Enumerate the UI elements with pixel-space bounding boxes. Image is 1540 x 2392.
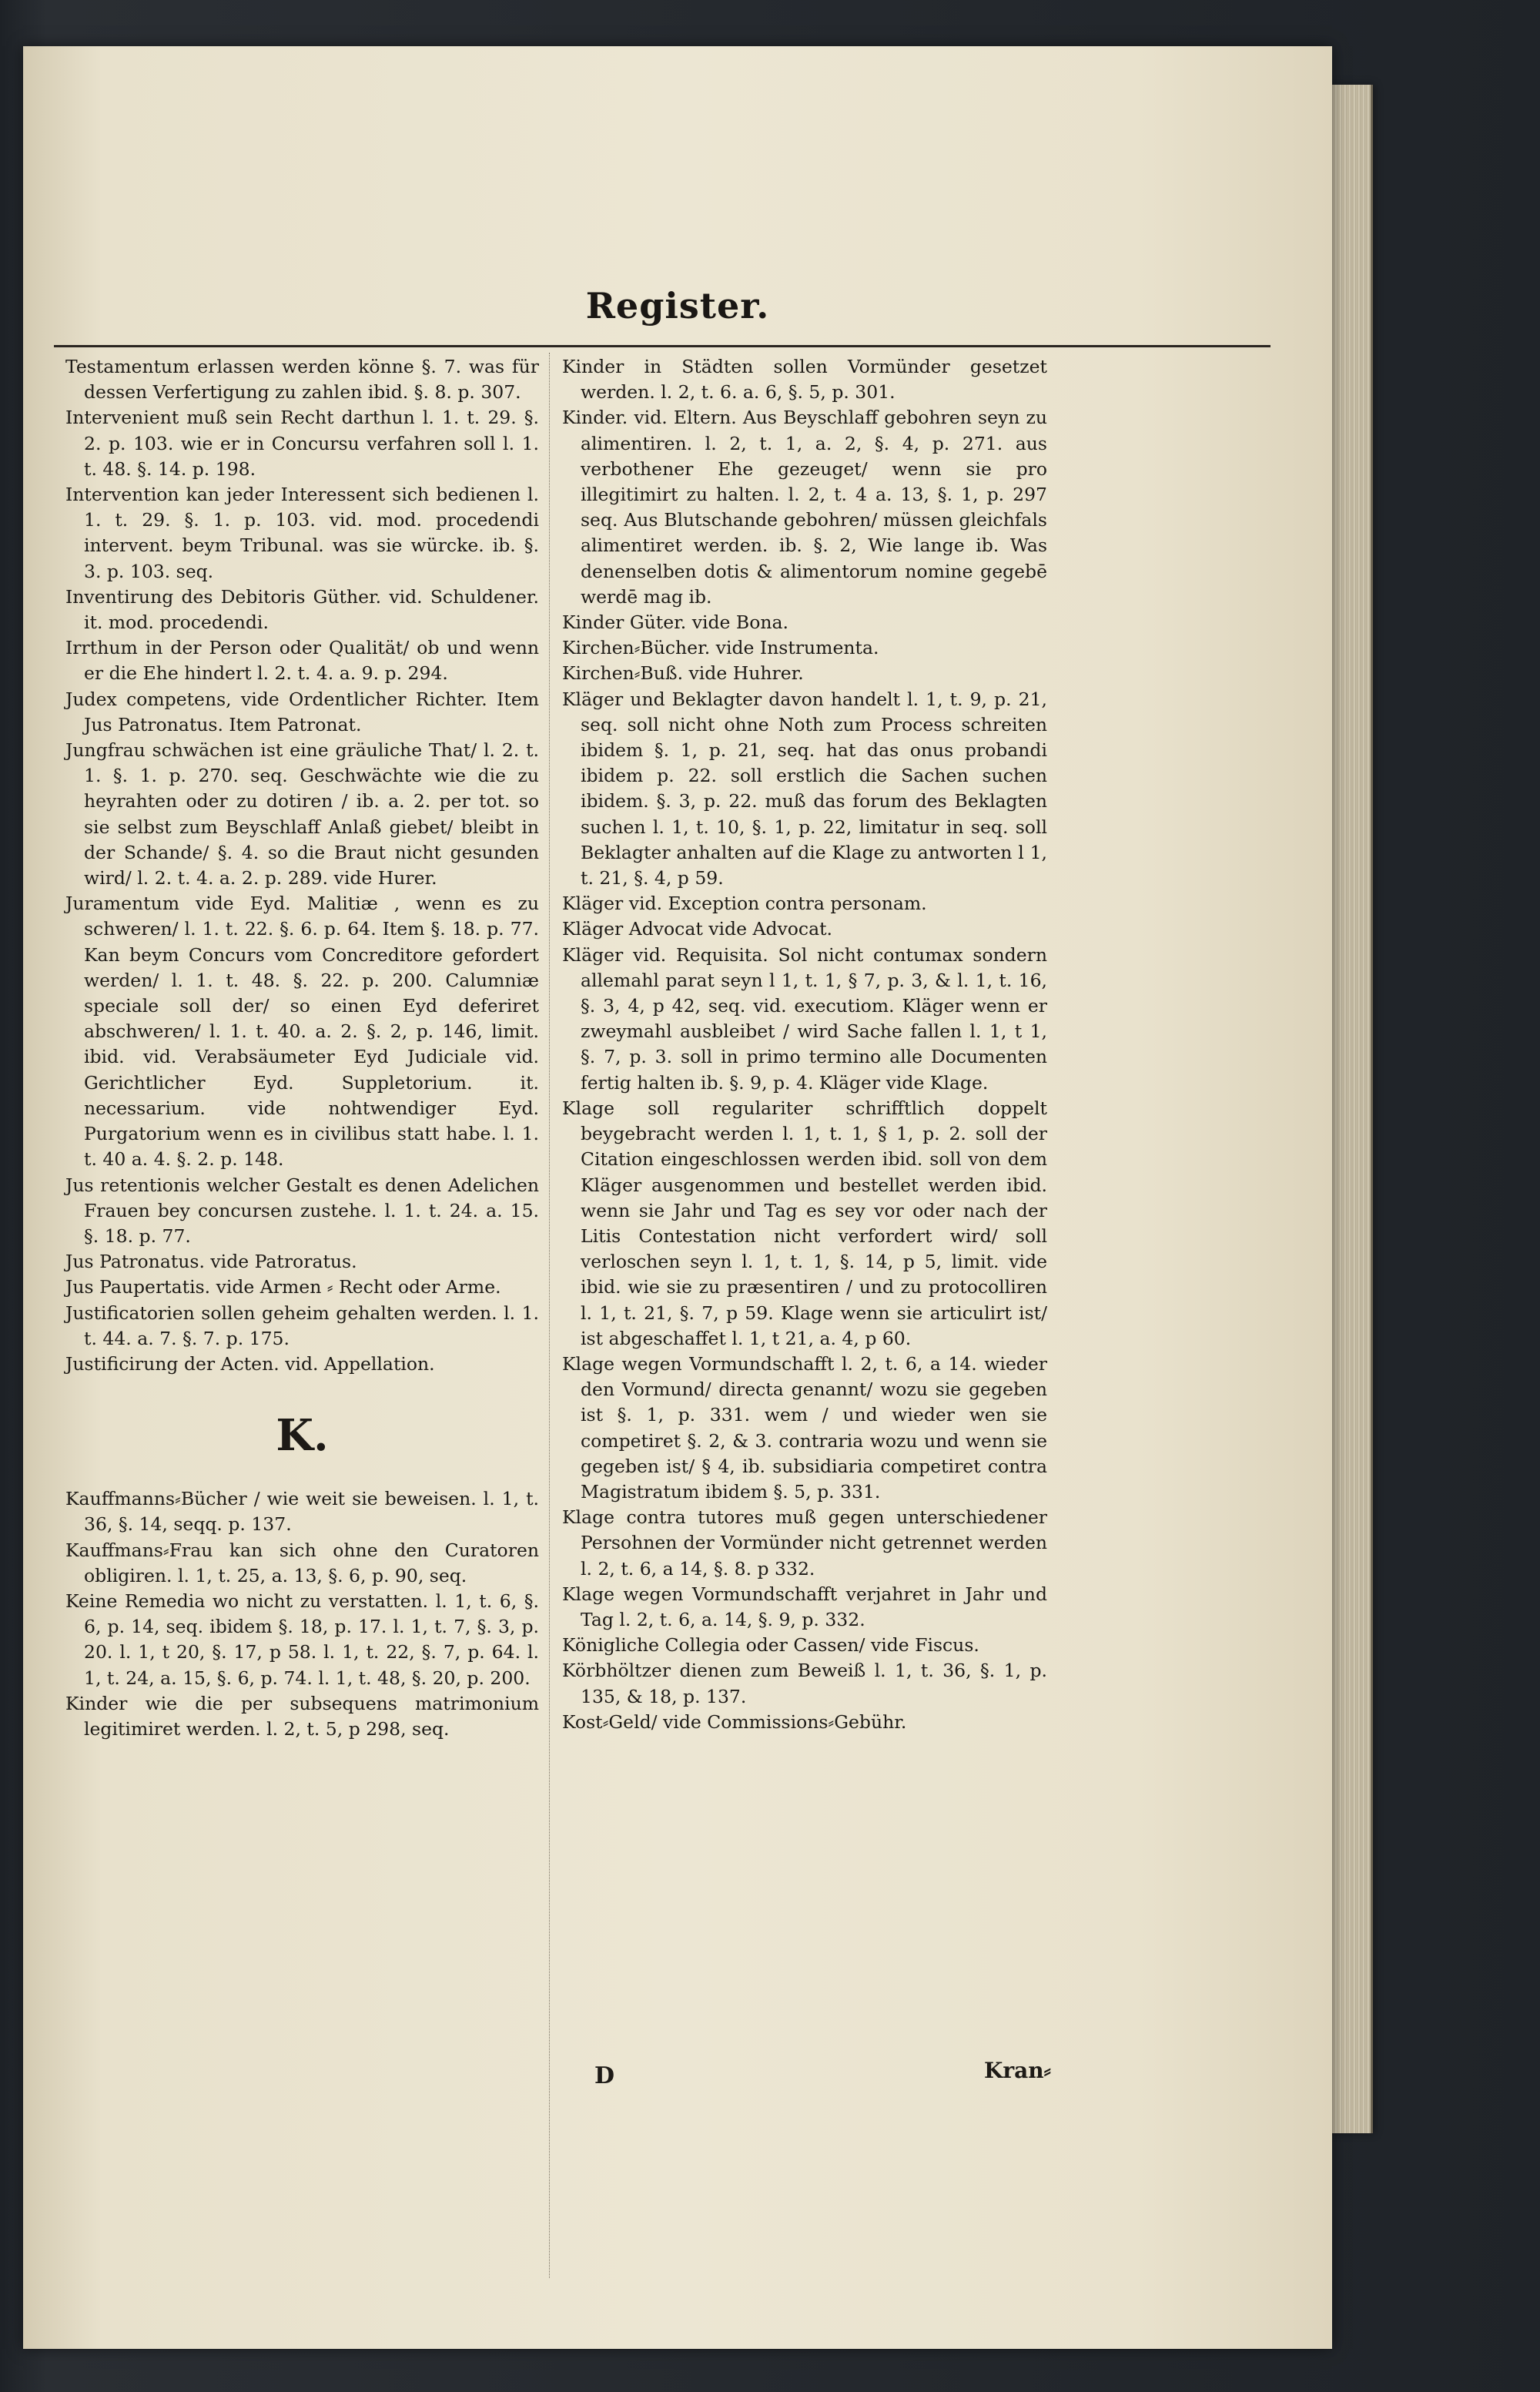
- left-column: [65, 354, 539, 1742]
- section-letter: K.: [276, 1410, 329, 1462]
- index-entry: Kauffmanns⸗Bücher / wie weit sie beweisen. l. 1, t. 36, §. 14, seqq. p. 137.: [65, 1488, 539, 1536]
- signature-mark: D: [594, 2062, 615, 2089]
- index-entry: Kläger vid. Exception contra personam.: [562, 893, 927, 915]
- index-entry: Königliche Collegia oder Cassen/ vide Fiscus.: [562, 1634, 979, 1657]
- index-entry: Juramentum vide Eyd. Malitiæ , wenn es zu schweren/ l. 1. t. 22. §. 6. p. 64. Item §. 18. p. 77. Kan beym Concurs vom Concreditore gefordert werden/ l. 1. t. 48. §. 22. p. 200. Calumniæ speciale soll der/ so einen Eyd deferiret abschweren/ l. 1. t. 40. a. 2. §. 2, p. 146, limit. ibid. vid. Verabsäumeter Eyd Judiciale vid. Gerichtlicher Eyd. Suppletorium. it. necessarium. vide nohtwendiger Eyd. Purgatorium wenn es in civilibus statt habe. l. 1. t. 40 a. 4. §. 2. p. 148.: [65, 893, 539, 1171]
- index-entry: Klage wegen Vormundschafft verjahret in Jahr und Tag l. 2, t. 6, a. 14, §. 9, p. 332.: [562, 1583, 1047, 1630]
- index-entry: Jus Paupertatis. vide Armen ⸗ Recht oder Arme.: [65, 1276, 501, 1298]
- index-entry: Jus retentionis welcher Gestalt es denen Adelichen Frauen bey concursen zustehe. l. 1. t. 24. a. 15. §. 18. p. 77.: [65, 1174, 539, 1247]
- index-entry: Kläger Advocat vide Advocat.: [562, 918, 832, 940]
- index-entry: Irrthum in der Person oder Qualität/ ob und wenn er die Ehe hindert l. 2. t. 4. a. 9. p. 294.: [65, 637, 539, 685]
- index-entry: Klage soll regulariter schrifftlich doppelt beygebracht werden l. 1, t. 1, § 1, p. 2. soll der Citation eingeschlossen werden ibid. soll von dem Kläger ausgenommen und bestellet werden ibid. wenn sie Jahr und Tag es sey vor oder nach der Litis Contestation nicht verfordert wird/ soll verloschen seyn l. 1, t. 1, §. 14, p 5, limit. vide ibid. wie sie zu præsentiren / und zu protocolliren l. 1, t. 21, §. 7, p 59. Klage wenn sie articulirt ist/ ist abgeschaffet l. 1, t 21, a. 4, p 60.: [562, 1097, 1047, 1349]
- page-title: Register.: [585, 285, 770, 327]
- index-entry: Kost⸗Geld/ vide Commissions⸗Gebühr.: [562, 1710, 907, 1733]
- index-entry: Kinder wie die per subsequens matrimonium legitimiret werden. l. 2, t. 5, p 298, seq.: [65, 1692, 539, 1740]
- index-entry: Justificirung der Acten. vid. Appellation.: [65, 1352, 435, 1375]
- index-entry: Jungfrau schwächen ist eine gräuliche That/ l. 2. t. 1. §. 1. p. 270. seq. Geschwächte wie die zu heyrahten oder zu dotiren / ib. a. 2. per tot. so sie selbst zum Beyschlaff Anlaß giebet/ bleibt in der Schande/ §. 4. so die Braut nicht gesunden wird/ l. 2. t. 4. a. 2. p. 289. vide Hurer.: [65, 739, 539, 889]
- book-page: [23, 46, 1332, 2349]
- index-entry: Testamentum erlassen werden könne §. 7. was für dessen Verfertigung zu zahlen ibid. §. 8. p. 307.: [65, 356, 539, 404]
- index-entry: Kirchen⸗Buß. vide Huhrer.: [562, 662, 804, 685]
- index-entry: Kauffmans⸗Frau kan sich ohne den Curatoren obligiren. l. 1, t. 25, a. 13, §. 6, p. 90, seq.: [65, 1539, 539, 1586]
- index-entry: Kinder. vid. Eltern. Aus Beyschlaff gebohren seyn zu alimentiren. l. 2, t. 1, a. 2, §. 4, p. 271. aus verbothener Ehe gezeuget/ wenn sie pro illegitimirt zu halten. l. 2, t. 4 a. 13, §. 1, p. 297 seq. Aus Blutschande gebohren/ müssen gleichfals alimentiret werden. ib. §. 2, Wie lange ib. Was denenselben dotis & alimentorum nomine gegebē werdē mag ib.: [562, 407, 1047, 608]
- index-entry: Justificatorien sollen geheim gehalten werden. l. 1. t. 44. a. 7. §. 7. p. 175.: [65, 1302, 539, 1349]
- index-entry: Klage contra tutores muß gegen unterschiedener Persohnen der Vormünder nicht getrennet werden l. 2, t. 6, a 14, §. 8. p 332.: [562, 1506, 1047, 1580]
- right-column: [562, 354, 1047, 1735]
- index-entry: Körbhöltzer dienen zum Beweiß l. 1, t. 36, §. 1, p. 135, & 18, p. 137.: [562, 1660, 1047, 1707]
- index-entry: Kinder in Städten sollen Vormünder gesetzet werden. l. 2, t. 6. a. 6, §. 5, p. 301.: [562, 356, 1047, 404]
- column-divider: [549, 353, 550, 2278]
- index-entry: Intervenient muß sein Recht darthun l. 1. t. 29. §. 2. p. 103. wie er in Concursu verfahren soll l. 1. t. 48. §. 14. p. 198.: [65, 407, 539, 480]
- catchword: Kran⸗: [984, 2058, 1051, 2083]
- index-entry: Kinder Güter. vide Bona.: [562, 611, 788, 634]
- index-entry: Keine Remedia wo nicht zu verstatten. l. 1, t. 6, §. 6, p. 14, seq. ibidem §. 18, p. 17. l. 1, t. 7, §. 3, p. 20. l. 1, t 20, §. 17, p 58. l. 1, t. 22, §. 7, p. 64. l. 1, t. 24, a. 15, §. 6, p. 74. l. 1, t. 48, §. 20, p. 200.: [65, 1590, 539, 1689]
- header-rule: [54, 345, 1270, 347]
- index-entry: Kläger vid. Requisita. Sol nicht contumax sondern allemahl parat seyn l 1, t. 1, § 7, p. 3, & l. 1, t. 16, §. 3, 4, p 42, seq. vid. executiom. Kläger wenn er zweymahl ausbleibet / wird Sache fallen l. 1, t 1, §. 7, p. 3. soll in primo termino alle Documenten fertig halten ib. §. 9, p. 4. Kläger vide Klage.: [562, 943, 1047, 1094]
- index-entry: Klage wegen Vormundschafft l. 2, t. 6, a 14. wieder den Vormund/ directa genannt/ wozu sie gegeben ist §. 1, p. 331. wem / und wieder wen sie competiret §. 2, & 3. contraria wozu und wenn sie gegeben ist/ § 4, ib. subsidiaria competiret contra Magistratum ibidem §. 5, p. 331.: [562, 1352, 1047, 1503]
- index-entry: Intervention kan jeder Interessent sich bedienen l. 1. t. 29. §. 1. p. 103. vid. mod. procedendi intervent. beym Tribunal. was sie würcke. ib. §. 3. p. 103. seq.: [65, 484, 539, 582]
- index-entry: Inventirung des Debitoris Güther. vid. Schuldener. it. mod. procedendi.: [65, 585, 539, 634]
- index-entry: Judex competens, vide Ordentlicher Richter. Item Jus Patronatus. Item Patronat.: [65, 688, 539, 735]
- index-entry: Kläger und Beklagter davon handelt l. 1, t. 9, p. 21, seq. soll nicht ohne Noth zum Process schreiten ibidem §. 1, p. 21, seq. hat das onus probandi ibidem p. 22. soll erstlich die Sachen suchen ibidem. §. 3, p. 22. muß das forum des Beklagten suchen l. 1, t. 10, §. 1, p. 22, limitatur in seq. soll Beklagter anhalten auf die Klage zu antworten l 1, t. 21, §. 4, p 59.: [562, 688, 1047, 889]
- index-entry: Jus Patronatus. vide Patroratus.: [65, 1251, 357, 1273]
- index-entry: Kirchen⸗Bücher. vide Instrumenta.: [562, 637, 879, 659]
